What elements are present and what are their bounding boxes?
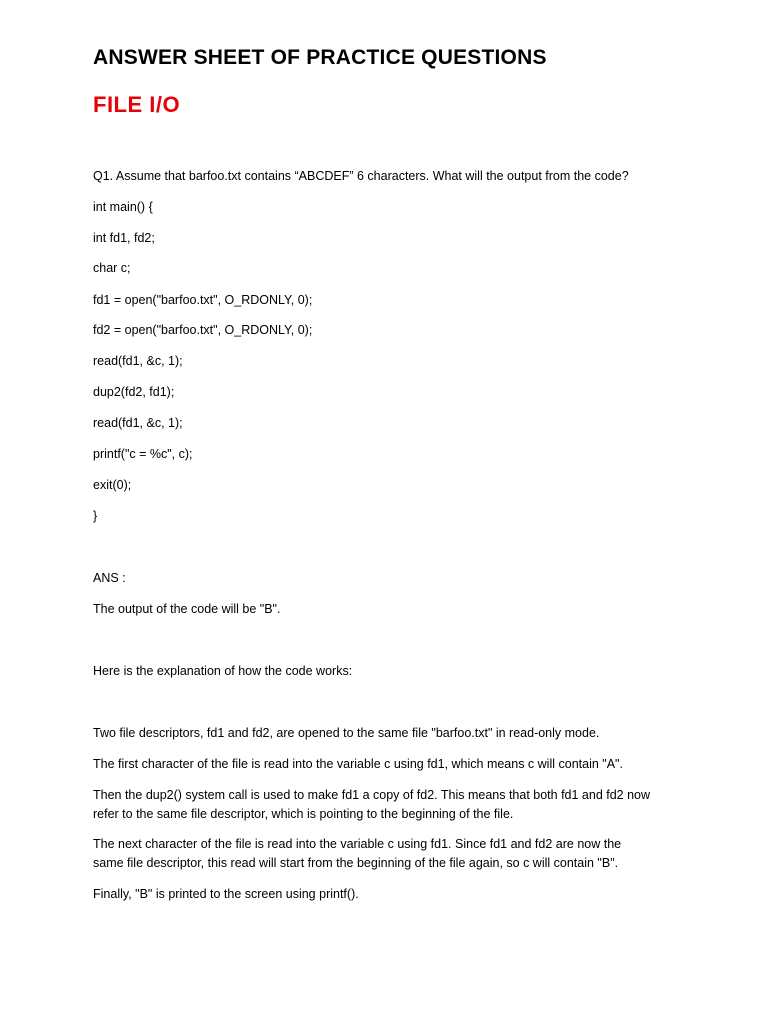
code-line: printf("c = %c", c); bbox=[93, 447, 193, 461]
explanation-paragraph: The first character of the file is read into the variable c using fd1, which means c will contain "A". bbox=[93, 757, 623, 771]
code-line: int fd1, fd2; bbox=[93, 231, 155, 245]
page-title: ANSWER SHEET OF PRACTICE QUESTIONS bbox=[93, 46, 547, 69]
explanation-paragraph: Two file descriptors, fd1 and fd2, are opened to the same file "barfoo.txt" in read-only mode. bbox=[93, 726, 600, 740]
code-line: read(fd1, &c, 1); bbox=[93, 416, 183, 430]
code-line: char c; bbox=[93, 261, 131, 275]
code-line: exit(0); bbox=[93, 478, 132, 492]
code-line: dup2(fd2, fd1); bbox=[93, 385, 175, 399]
explanation-intro: Here is the explanation of how the code works: bbox=[93, 664, 353, 678]
code-line: fd1 = open("barfoo.txt", O_RDONLY, 0); bbox=[93, 293, 313, 307]
code-line: int main() { bbox=[93, 200, 153, 214]
code-line: read(fd1, &c, 1); bbox=[93, 354, 183, 368]
code-line: fd2 = open("barfoo.txt", O_RDONLY, 0); bbox=[93, 323, 313, 337]
question-prompt: Q1. Assume that barfoo.txt contains “ABCDEF” 6 characters. What will the output from the code? bbox=[93, 169, 629, 183]
explanation-paragraph: Finally, "B" is printed to the screen using printf(). bbox=[93, 887, 359, 901]
explanation-paragraph: Then the dup2() system call is used to make fd1 a copy of fd2. This means that both fd1 and fd2 now bbox=[93, 788, 651, 802]
answer-output: The output of the code will be "B". bbox=[93, 602, 281, 616]
explanation-paragraph-continued: same file descriptor, this read will start from the beginning of the file again, so c will contain "B". bbox=[93, 856, 619, 870]
section-title: FILE I/O bbox=[93, 92, 181, 117]
answer-label: ANS : bbox=[93, 571, 126, 585]
code-line: } bbox=[93, 509, 98, 523]
explanation-paragraph-continued: refer to the same file descriptor, which is pointing to the beginning of the file. bbox=[93, 807, 514, 821]
explanation-paragraph: The next character of the file is read into the variable c using fd1. Since fd1 and fd2 are now the bbox=[93, 837, 622, 851]
